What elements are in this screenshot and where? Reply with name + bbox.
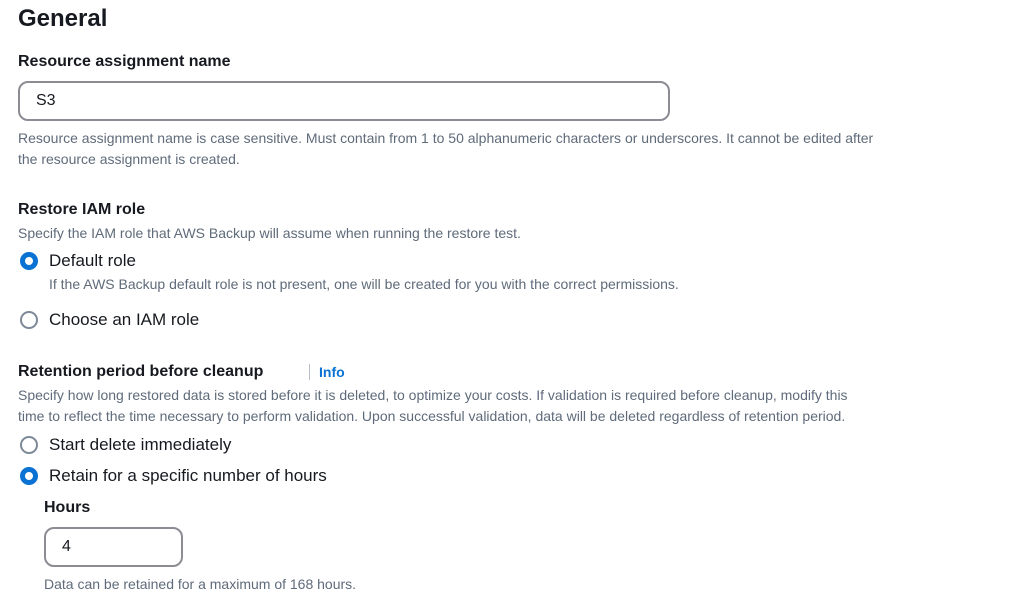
restore-iam-role-description: Specify the IAM role that AWS Backup will assume when running the restore test. xyxy=(18,225,521,241)
resource-assignment-name-help xyxy=(18,128,1018,170)
default-role-description: If the AWS Backup default role is not present, one will be created for you with the correct permissions. xyxy=(49,276,679,292)
hours-label: Hours xyxy=(44,499,91,516)
retention-description-line-1: Specify how long restored data is stored before it is deleted, to optimize your costs. If validation is required before cleanup, modify this xyxy=(18,387,848,403)
start-delete-immediately-label[interactable]: Start delete immediately xyxy=(49,435,232,454)
label-divider xyxy=(309,364,310,380)
resource-assignment-name-input[interactable] xyxy=(18,81,670,121)
restore-iam-role-label: Restore IAM role xyxy=(18,201,146,218)
retain-hours-label[interactable]: Retain for a specific number of hours xyxy=(49,466,327,485)
resource-assignment-name-label: Resource assignment name xyxy=(18,53,231,70)
hours-input[interactable] xyxy=(44,527,183,567)
retain-hours-radio[interactable] xyxy=(20,467,38,485)
default-role-radio[interactable] xyxy=(20,252,38,270)
choose-iam-role-radio[interactable] xyxy=(20,311,38,329)
default-role-label[interactable]: Default role xyxy=(49,251,136,270)
retention-period-description xyxy=(18,385,1018,427)
choose-iam-role-label[interactable]: Choose an IAM role xyxy=(49,310,200,329)
retention-description-line-2: time to reflect the time necessary to perform validation. Upon successful validation, data will be deleted regardless of retention period. xyxy=(18,408,846,424)
retention-period-label: Retention period before cleanup xyxy=(18,363,264,380)
retention-info-link[interactable]: Info xyxy=(319,364,345,380)
resource-assignment-help-line-2: the resource assignment is created. xyxy=(18,151,240,167)
resource-assignment-help-line-1: Resource assignment name is case sensitive. Must contain from 1 to 50 alphanumeric characters or underscores. It cannot be edited after xyxy=(18,130,874,146)
section-title: General xyxy=(18,5,108,32)
hours-help: Data can be retained for a maximum of 168 hours. xyxy=(44,576,357,592)
start-delete-immediately-radio[interactable] xyxy=(20,436,38,454)
